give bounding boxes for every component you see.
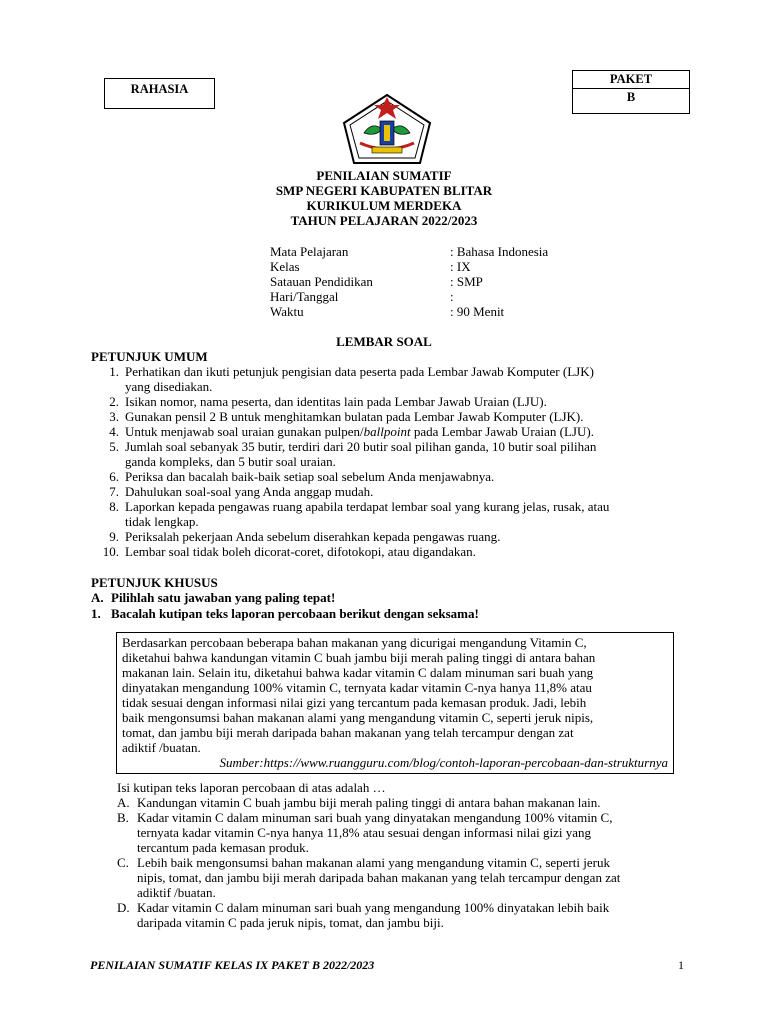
list-item xyxy=(91,364,681,394)
petunjuk-khusus-title: PETUNJUK KHUSUS xyxy=(91,575,218,590)
heading-line: TAHUN PELAJARAN 2022/2023 xyxy=(290,213,478,228)
info-key: Hari/Tanggal xyxy=(270,289,339,304)
option-text xyxy=(137,810,687,855)
option-d xyxy=(117,900,687,930)
info-value: : Bahasa Indonesia xyxy=(450,244,549,259)
info-key: Waktu xyxy=(270,304,304,319)
page-number: 1 xyxy=(678,958,684,972)
item-text: Lembar soal tidak boleh dicorat-coret, difotokopi, atau digandakan. xyxy=(125,544,476,559)
document-headings xyxy=(0,168,768,228)
info-value: : SMP xyxy=(450,274,483,289)
list-item xyxy=(91,529,681,544)
item-line: Perhatikan dan ikuti petunjuk pengisian data peserta pada Lembar Jawab Komputer (LJK) xyxy=(125,364,594,379)
option-line: adiktif /buatan. xyxy=(137,885,216,900)
info-row xyxy=(270,289,600,304)
heading-line: KURIKULUM MERDEKA xyxy=(306,198,462,213)
list-item xyxy=(91,424,681,439)
info-value: : 90 Menit xyxy=(450,304,505,319)
option-letter: D. xyxy=(117,900,130,915)
item-text: Isikan nomor, nama peserta, dan identitas lain pada Lembar Jawab Uraian (LJU). xyxy=(125,394,547,409)
list-item xyxy=(91,439,681,469)
question-number: 1. xyxy=(91,606,101,621)
passage-line: baik mengonsumsi bahan makanan alami yang mengandung vitamin C, seperti jeruk nipis, xyxy=(122,710,594,725)
list-item xyxy=(91,544,681,559)
item-number: 10. xyxy=(102,544,119,559)
item-text: Periksa dan bacalah baik-baik setiap soal sebelum Anda menjawabnya. xyxy=(125,469,495,484)
info-row xyxy=(270,259,600,274)
passage-source: Sumber:https://www.ruangguru.com/blog/contoh-laporan-percobaan-dan-strukturnya xyxy=(219,755,668,770)
list-item xyxy=(91,499,681,529)
item-number: 3. xyxy=(109,409,119,424)
item-text: Periksalah pekerjaan Anda sebelum diserahkan kepada pengawas ruang. xyxy=(125,529,501,544)
option-letter: C. xyxy=(117,855,129,870)
passage-line: Berdasarkan percobaan beberapa bahan makanan yang dicurigai mengandung Vitamin C, xyxy=(122,635,587,650)
list-item xyxy=(91,469,681,484)
option-line: Lebih baik mengonsumsi bahan makanan alami yang mengandung vitamin C, seperti jeruk xyxy=(137,855,610,870)
item-number: 4. xyxy=(109,424,119,439)
question-text: Bacalah kutipan teks laporan percobaan berikut dengan seksama! xyxy=(111,606,479,621)
option-a xyxy=(117,795,687,810)
item-number: 8. xyxy=(109,499,119,514)
passage-line: makanan lain. Selain itu, diketahui bahwa kadar vitamin C dalam minuman sari buah yang xyxy=(122,665,594,680)
section-text: Pilihlah satu jawaban yang paling tepat! xyxy=(111,590,336,605)
item-text: Untuk menjawab soal uraian gunakan pulpen/ballpoint pada Lembar Jawab Uraian (LJU). xyxy=(125,424,594,439)
option-line: Kadar vitamin C dalam minuman sari buah yang dinyatakan mengandung 100% vitamin C, xyxy=(137,810,613,825)
item-number: 5. xyxy=(109,439,119,454)
paket-box xyxy=(572,70,690,114)
info-key: Mata Pelajaran xyxy=(270,244,349,259)
item-line: Laporkan kepada pengawas ruang apabila terdapat lembar soal yang kurang jelas, rusak, atau xyxy=(125,499,610,514)
item-text: Dahulukan soal-soal yang Anda anggap mudah. xyxy=(125,484,374,499)
passage-line: tidak sesuai dengan informasi nilai gizi yang tercantum pada kemasan produk. Jadi, lebih xyxy=(122,695,587,710)
info-row xyxy=(270,274,600,289)
heading-line: SMP NEGERI KABUPATEN BLITAR xyxy=(275,183,493,198)
passage-line: tomat, dan jambu biji merah daripada bahan makanan yang telah tercampur dengan zat xyxy=(122,725,574,740)
rahasia-box: RAHASIA xyxy=(104,78,215,109)
item-number: 1. xyxy=(109,364,119,379)
lembar-soal-title: LEMBAR SOAL xyxy=(336,334,432,349)
option-text xyxy=(137,855,687,900)
passage-box xyxy=(116,632,674,774)
option-text xyxy=(137,900,687,930)
option-line: ternyata kadar vitamin C-nya hanya 11,8% atau sesuai dengan informasi nilai gizi yang xyxy=(137,825,592,840)
heading-line: PENILAIAN SUMATIF xyxy=(316,168,452,183)
passage-line: dinyatakan mengandung 100% vitamin C, ternyata kadar vitamin C-nya hanya 11,8% atau xyxy=(122,680,592,695)
option-line: daripada vitamin C pada jeruk nipis, tomat, dan jambu biji. xyxy=(137,915,444,930)
list-item xyxy=(91,394,681,409)
item-text: Gunakan pensil 2 B untuk menghitamkan bulatan pada Lembar Jawab Komputer (LJK). xyxy=(125,409,584,424)
item-line: Jumlah soal sebanyak 35 butir, terdiri dari 20 butir soal pilihan ganda, 10 butir soal pilihan xyxy=(125,439,597,454)
item-line: tidak lengkap. xyxy=(125,514,199,529)
item-number: 2. xyxy=(109,394,119,409)
page-footer: PENILAIAN SUMATIF KELAS IX PAKET B 2022/2023 xyxy=(90,958,375,972)
item-number: 7. xyxy=(109,484,119,499)
option-line: tercantum pada kemasan produk. xyxy=(137,840,309,855)
item-line: yang disediakan. xyxy=(125,379,213,394)
info-value: : xyxy=(450,289,454,304)
info-key: Kelas xyxy=(270,259,300,274)
option-c xyxy=(117,855,687,900)
passage-line: adiktif /buatan. xyxy=(122,740,201,755)
item-text xyxy=(125,439,681,469)
info-row xyxy=(270,244,600,259)
option-line: Kadar vitamin C dalam minuman sari buah yang mengandung 100% dinyatakan lebih baik xyxy=(137,900,610,915)
section-a xyxy=(91,590,335,605)
petunjuk-umum-title: PETUNJUK UMUM xyxy=(91,349,208,364)
option-b xyxy=(117,810,687,855)
option-text: Kandungan vitamin C buah jambu biji merah paling tinggi di antara bahan makanan lain. xyxy=(137,795,601,810)
section-letter: A. xyxy=(91,590,104,605)
list-item xyxy=(91,484,681,499)
info-key: Satauan Pendidikan xyxy=(270,274,373,289)
answer-options xyxy=(117,795,687,930)
item-line: ganda kompleks, dan 5 butir soal uraian. xyxy=(125,454,336,469)
info-row xyxy=(270,304,600,319)
item-text xyxy=(125,364,681,394)
item-text xyxy=(125,499,681,529)
petunjuk-umum-list xyxy=(91,364,681,559)
kabupaten-blitar-logo xyxy=(342,93,432,165)
question-stem: Isi kutipan teks laporan percobaan di atas adalah … xyxy=(117,780,386,795)
question-1 xyxy=(91,606,479,621)
paket-value: B xyxy=(626,90,636,104)
item-number: 9. xyxy=(109,529,119,544)
list-item xyxy=(91,409,681,424)
item-number: 6. xyxy=(109,469,119,484)
option-letter: A. xyxy=(117,795,130,810)
paket-label: PAKET xyxy=(573,71,689,89)
exam-info xyxy=(270,244,600,319)
passage-line: diketahui bahwa kandungan vitamin C buah jambu biji merah paling tinggi di antara bahan xyxy=(122,650,596,665)
info-value: : IX xyxy=(450,259,471,274)
option-letter: B. xyxy=(117,810,129,825)
option-line: nipis, tomat, dan jambu biji merah daripada bahan makanan yang telah tercampur dengan zat xyxy=(137,870,621,885)
